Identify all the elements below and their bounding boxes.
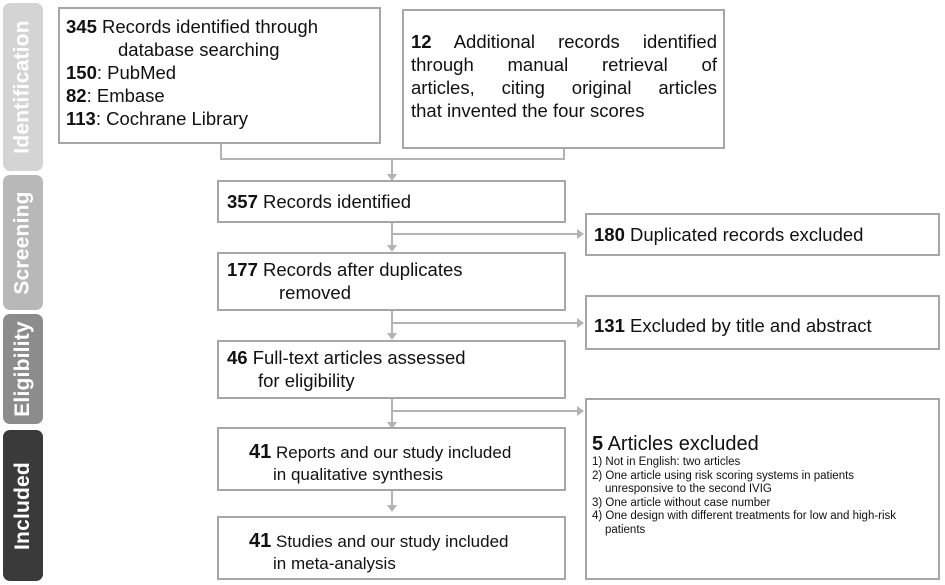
database-records-count: 345 xyxy=(66,16,97,37)
manual-records-label-4: that invented the four scores xyxy=(411,100,645,121)
embase-label: : Embase xyxy=(86,85,165,106)
qualitative-label-1: Reports and our study included xyxy=(275,443,512,462)
manual-records-count: 12 xyxy=(411,31,432,52)
pubmed-label: : PubMed xyxy=(96,62,177,83)
phase-bar-screening xyxy=(3,175,43,310)
box-after-duplicates xyxy=(217,252,566,311)
fulltext-label-1: Full-text articles assessed xyxy=(252,347,466,368)
articles-excluded-count: 5 xyxy=(592,433,604,455)
meta-label-2: in meta-analysis xyxy=(273,554,396,573)
box-duplicates-excluded xyxy=(585,213,940,256)
title-abstract-excluded-label: Excluded by title and abstract xyxy=(630,315,872,336)
database-records-label-1: Records identified through xyxy=(102,16,318,37)
box-meta-analysis xyxy=(217,516,566,580)
phase-label-identification: Identification xyxy=(11,20,34,154)
arrowhead-to-after-duplicates xyxy=(387,245,397,252)
box-fulltext-assessed xyxy=(217,340,566,399)
exclusion-reason: 4) One design with different treatments for low and high-risk xyxy=(592,510,897,522)
exclusion-reason: 1) Not in English: two articles xyxy=(592,456,741,468)
manual-records-label-2: through manual retrieval of xyxy=(411,54,717,75)
connector-to-articles-excluded xyxy=(392,410,578,412)
duplicates-excluded-count: 180 xyxy=(594,224,625,245)
exclusion-reason: unresponsive to the second IVIG xyxy=(605,483,772,495)
exclusion-reason: 2) One article using risk scoring systems in patients xyxy=(592,469,855,482)
arrowhead-to-articles-excluded xyxy=(577,406,584,416)
fulltext-count: 46 xyxy=(227,347,248,368)
connector-merge-down xyxy=(391,159,393,175)
meta-count: 41 xyxy=(249,530,272,552)
after-duplicates-label-1: Records after duplicates xyxy=(263,259,463,280)
exclusion-reasons-list xyxy=(592,456,932,537)
phase-bar-eligibility xyxy=(3,314,43,424)
exclusion-reason: 3) One article without case number xyxy=(592,496,771,509)
fulltext-label-2: for eligibility xyxy=(258,370,355,391)
box-records-identified xyxy=(217,180,566,223)
title-abstract-excluded-count: 131 xyxy=(594,315,625,336)
embase-count: 82 xyxy=(66,85,87,106)
phase-label-eligibility: Eligibility xyxy=(11,321,35,417)
after-duplicates-label-2: removed xyxy=(279,282,351,303)
pubmed-count: 150 xyxy=(66,62,97,83)
phase-bar-identification xyxy=(3,3,43,171)
arrowhead-to-title-abstract-excluded xyxy=(577,318,584,328)
articles-excluded-label: Articles excluded xyxy=(607,433,759,455)
phase-label-screening: Screening xyxy=(11,190,34,295)
database-records-label-2: database searching xyxy=(118,39,280,60)
cochrane-label: : Cochrane Library xyxy=(95,108,249,129)
cochrane-count: 113 xyxy=(66,108,96,129)
arrowhead-to-meta xyxy=(387,505,397,512)
box-qualitative-synthesis xyxy=(217,427,566,491)
records-identified-count: 357 xyxy=(227,191,258,212)
qualitative-label-2: in qualitative synthesis xyxy=(273,465,444,484)
records-identified-label: Records identified xyxy=(263,191,412,212)
connector-to-duplicates-excluded xyxy=(392,233,578,235)
arrowhead-to-duplicates-excluded xyxy=(577,229,584,239)
box-articles-excluded xyxy=(585,398,940,580)
phase-label-included: Included xyxy=(11,461,35,550)
exclusion-reason: patients xyxy=(605,523,646,536)
meta-label-1: Studies and our study included xyxy=(275,532,509,551)
phase-bar-included xyxy=(3,430,43,581)
connector-db-down xyxy=(220,143,222,159)
box-manual-records xyxy=(402,9,725,149)
qualitative-count: 41 xyxy=(249,441,272,463)
connector-to-title-abstract-excluded xyxy=(392,322,578,324)
after-duplicates-count: 177 xyxy=(227,259,258,280)
arrowhead-to-fulltext xyxy=(387,333,397,340)
duplicates-excluded-label: Duplicated records excluded xyxy=(630,224,864,245)
manual-records-label-1: Additional records identified xyxy=(453,31,717,52)
manual-records-label-3: articles, citing original articles xyxy=(411,77,717,98)
box-title-abstract-excluded xyxy=(585,295,940,350)
box-database-records xyxy=(58,7,381,144)
